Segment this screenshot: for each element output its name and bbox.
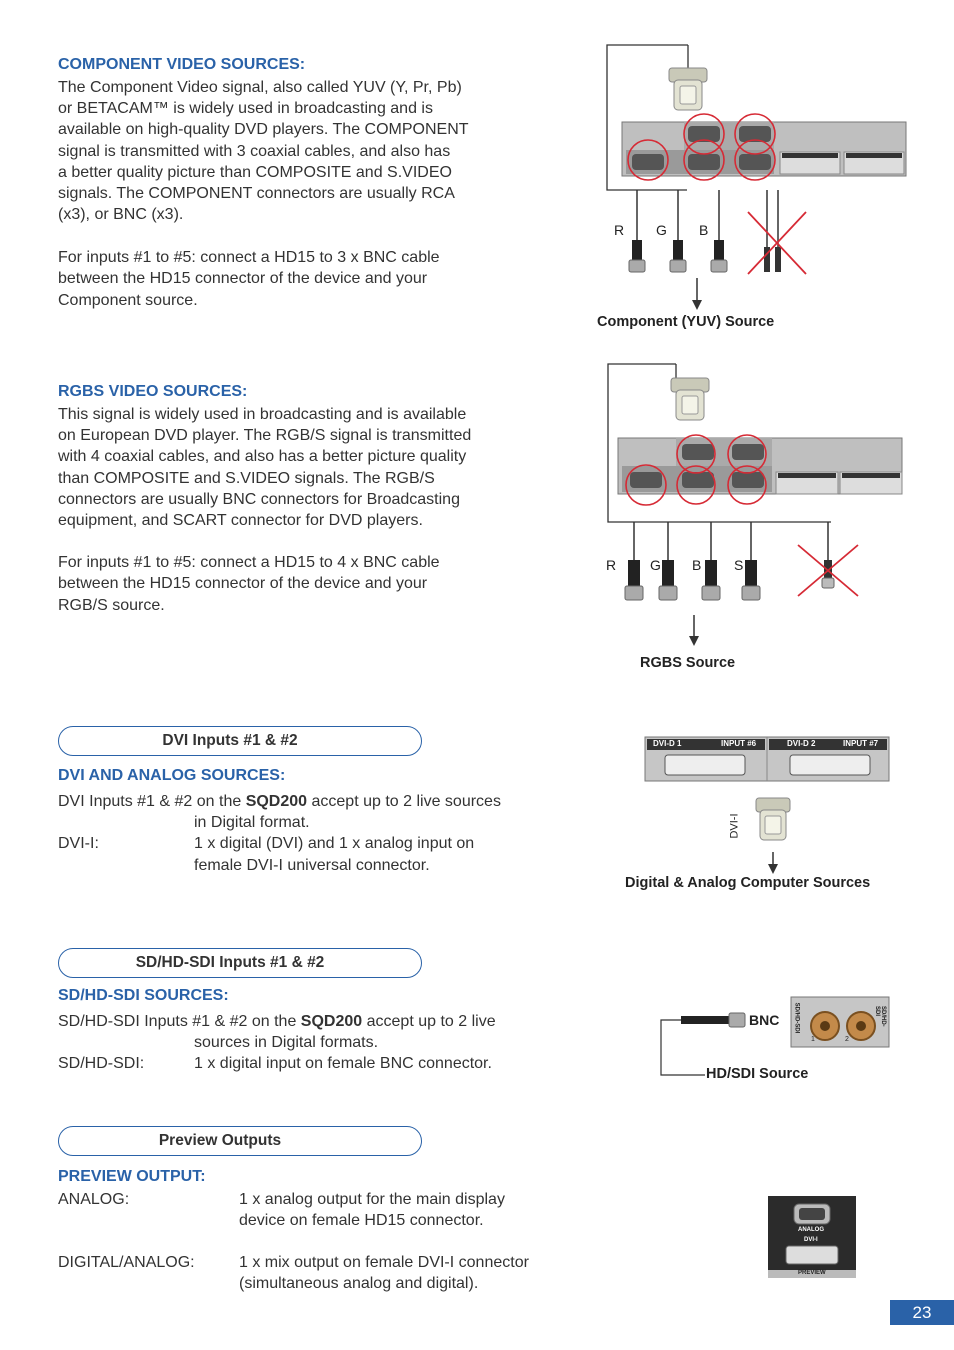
rgbs-heading: RGBS VIDEO SOURCES: [58,383,248,400]
text-line: with 4 coaxial cables, and also has a better picture quality [58,448,467,466]
text-line: For inputs #1 to #5: connect a HD15 to 4 x BNC cable [58,554,440,571]
panel-label: INPUT #6 [721,739,757,748]
text-line: signal is transmitted with 3 coaxial cables, and also has [58,142,451,160]
pill-label: SD/HD-SDI Inputs #1 & #2 [135,954,325,971]
dvi-heading: DVI AND ANALOG SOURCES: [58,767,286,784]
component-heading: COMPONENT VIDEO SOURCES: [58,56,306,73]
socket-number: 2 [845,1036,849,1043]
sdi-heading: SD/HD-SDI SOURCES: [58,987,229,1004]
text-line: Component source. [58,292,198,310]
text-segment: accept up to 2 live [362,1013,496,1030]
rgbs-diagram [596,360,916,660]
text-line: between the HD15 connector of the device and your [58,575,428,593]
text-line: available on high-quality DVD players. The COMPONENT [58,121,469,139]
text-line: a better quality picture than COMPOSITE and S.VIDEO [58,163,452,181]
cable-label-s: S [734,557,744,573]
hd15-adapter-icon [669,68,707,110]
section-pill-preview [58,1126,422,1156]
port-label: ANALOG [798,1227,824,1233]
panel-label: DVI-D 2 [787,739,816,748]
section-pill-sdi [58,948,422,978]
dvi-i-value-line2: female DVI-I universal connector. [194,857,430,874]
dvi-adapter-graphic [734,794,804,876]
analog-key: ANALOG: [58,1191,130,1208]
preview-heading: PREVIEW OUTPUT: [58,1168,206,1185]
text-line: This signal is widely used in broadcasting and is available [58,406,467,423]
input-panel [622,114,906,180]
analog-value-line1: 1 x analog output for the main display [239,1191,505,1208]
analog-value-line2: device on female HD15 connector. [239,1212,484,1229]
bnc-connector-icon [629,240,727,272]
sdi-caption: HD/SDI Source [706,1066,809,1082]
digital-analog-value-line1: 1 x mix output on female DVI-I connector [239,1254,529,1271]
text-line: The Component Video signal, also called YUV (Y, Pr, Pb) [58,79,462,96]
cable-label-g: G [650,557,661,573]
port-label: DVI-I [804,1237,818,1243]
cable-label-r: R [614,222,625,238]
rgbs-diagram-graphic [596,360,916,660]
panel-label: DVI-D 1 [653,739,682,748]
product-name: SQD200 [300,1013,363,1030]
panel-label: INPUT #7 [843,739,879,748]
rgbs-caption: RGBS Source [640,655,736,671]
dvi-panel [645,737,889,785]
text-line: between the HD15 connector of the device and your [58,270,428,288]
hd15-adapter-icon [671,378,709,420]
component-caption: Component (YUV) Source [597,314,775,330]
text-segment: SD/HD-SDI Inputs #1 & #2 on the [58,1013,301,1030]
text-segment: accept up to 2 live sources [307,793,501,810]
text-line: than COMPOSITE and S.VIDEO signals. The RGB/S [58,469,435,487]
dvi-description-line2: in Digital format. [194,814,310,831]
panel-side-label: SD/HD-SDI [874,1006,886,1027]
digital-analog-value-line2: (simultaneous analog and digital). [239,1275,479,1292]
dvi-adapter-icon [756,798,790,840]
product-name: SQD200 [245,793,308,810]
rgbs-description [58,404,506,531]
text-line: equipment, and SCART connector for DVD players. [58,512,423,530]
rgbs-connect-instructions [58,552,506,617]
component-diagram [596,42,916,332]
cable-label-r: R [606,557,617,573]
dvi-caption: Digital & Analog Computer Sources [625,875,871,891]
dvi-i-value-line1: 1 x digital (DVI) and 1 x analog input on [194,835,475,852]
text-line: signals. The COMPONENT connectors are usually RCA [58,185,455,203]
text-line: For inputs #1 to #5: connect a HD15 to 3 x BNC cable [58,249,440,266]
text-segment: DVI Inputs #1 & #2 on the [58,793,246,810]
section-pill-dvi [58,726,422,756]
text-line: RGB/S source. [58,597,165,615]
input-panel [618,435,902,505]
dvi-port-icon [786,1246,838,1264]
dvi-adapter-figure [728,794,804,876]
component-diagram-graphic [596,42,916,332]
dvi-i-key: DVI-I: [58,835,99,852]
page-number: 23 [890,1300,954,1325]
preview-panel [768,1196,856,1278]
pill-label: Preview Outputs [158,1132,282,1149]
text-line: or BETACAM™ is widely used in broadcasting and is [58,100,433,118]
pill-label: DVI Inputs #1 & #2 [162,732,298,749]
adapter-label: DVI-I [728,813,741,839]
sdi-description-line2: sources in Digital formats. [194,1034,379,1051]
sdi-description-line [58,1011,558,1032]
sdi-value: 1 x digital input on female BNC connector. [194,1055,492,1072]
component-description [58,77,506,225]
socket-number: 1 [811,1036,815,1043]
cable-label-g: G [656,222,667,238]
component-connect-instructions [58,247,506,312]
text-line: on European DVD player. The RGB/S signal is transmitted [58,427,472,445]
bnc-cable-icon [681,1013,745,1027]
cable-label-b: B [692,557,702,573]
digital-analog-key: DIGITAL/ANALOG: [58,1254,195,1271]
bnc-label: BNC [749,1012,780,1028]
text-line: connectors are usually BNC connectors for Broadcasting [58,490,460,508]
sdi-key: SD/HD-SDI: [58,1055,145,1072]
panel-side-label: SD/HD-SDI [793,1002,800,1034]
dvi-description-line [58,791,558,812]
text-line: (x3), or BNC (x3). [58,206,184,224]
hd15-port-icon [794,1204,830,1224]
port-label: PREVIEW [798,1270,826,1276]
cable-label-b: B [699,222,709,238]
